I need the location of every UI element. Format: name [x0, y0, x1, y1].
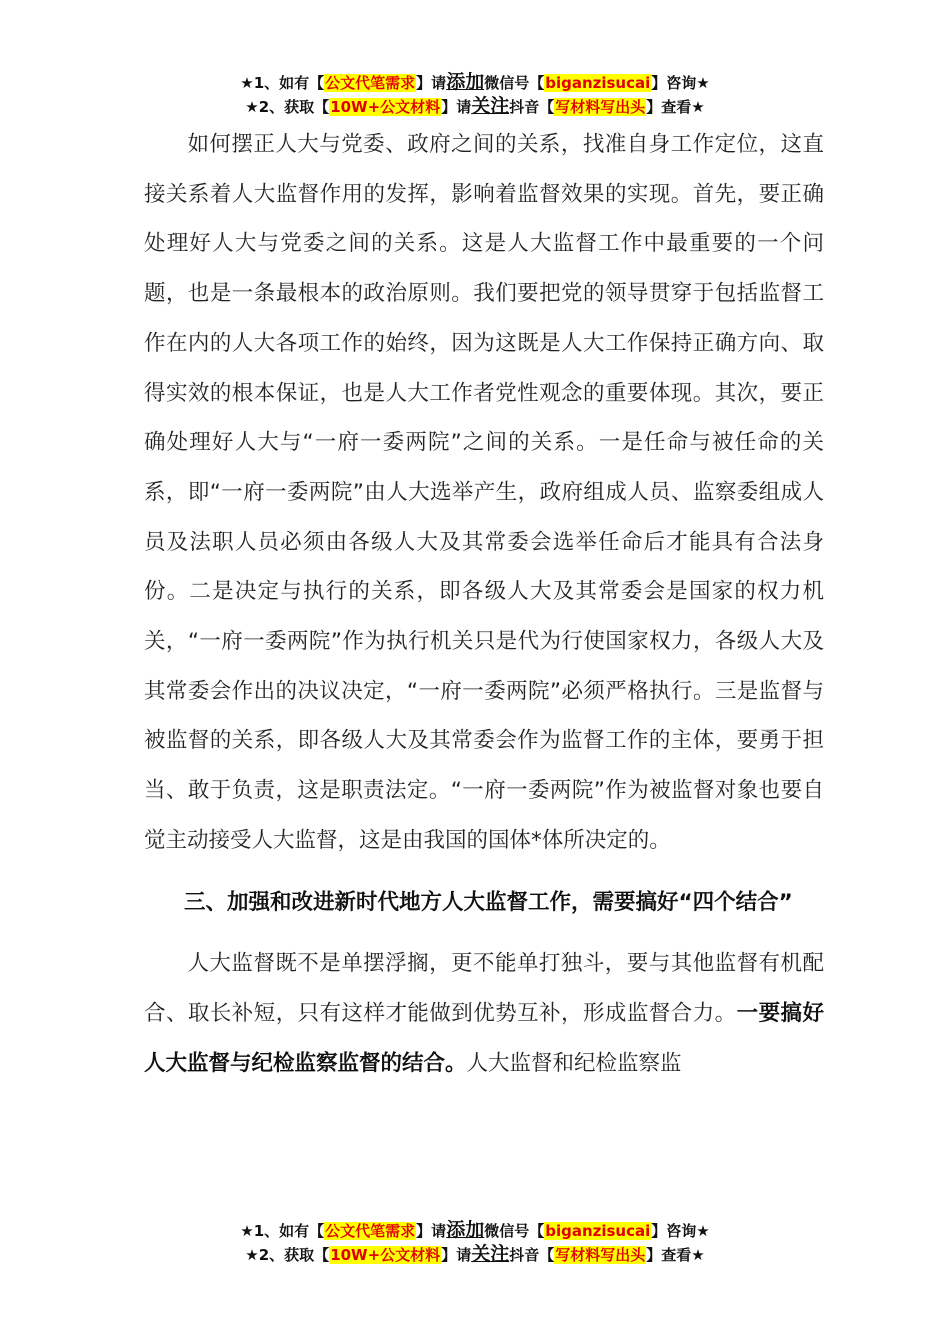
banner-emphasis: 添加: [446, 1219, 485, 1241]
banner-text: ★1、如有【: [240, 74, 325, 92]
banner-text: 】咨询★: [651, 74, 710, 92]
body-paragraph: [144, 120, 824, 866]
banner-text: 】请: [441, 98, 472, 116]
banner-text: 】请: [441, 1246, 472, 1264]
banner-douyin-id: 写材料写出头: [555, 98, 646, 116]
heading-text: 三、加强和改进新时代地方人大监督工作，需要搞好“四个结合”: [184, 889, 793, 915]
paragraph-text: 人大监督和纪检监察监: [466, 1050, 682, 1076]
footer-banner: [0, 1218, 950, 1266]
banner-text: 微信号【: [484, 1222, 545, 1240]
banner-line-2: [0, 94, 950, 118]
banner-highlight: 公文代笔需求: [325, 74, 416, 92]
banner-wechat-id: biganzisucai: [545, 1222, 651, 1240]
paragraph-text: 人大监督既不是单摆浮搁，更不能单打独斗，要与其他监督有机配合、取长补短，只有这样才能做到优势互补，形成监督合力。: [144, 951, 824, 1026]
banner-text: 抖音【: [509, 1246, 555, 1264]
banner-text: 】查看★: [646, 1246, 705, 1264]
banner-text: 】请: [416, 1222, 447, 1240]
paragraph-bold-lead: 一要搞好人大监督与纪检监察监督的结合。: [144, 1000, 824, 1076]
banner-wechat-id: biganzisucai: [545, 74, 651, 92]
banner-emphasis: 关注: [471, 95, 510, 117]
banner-emphasis: 添加: [446, 71, 485, 93]
banner-text: ★2、获取【: [245, 1246, 330, 1264]
banner-text: 微信号【: [484, 74, 545, 92]
header-banner: [0, 70, 950, 118]
banner-text: 】咨询★: [651, 1222, 710, 1240]
paragraph-text: 如何摆正人大与党委、政府之间的关系，找准自身工作定位，这直接关系着人大监督作用的发挥，影响着监督效果的实现。首先，要正确处理好人大与党委之间的关系。这是人大监督工作中最重要的一个问题，也是一条最根本的政治原则。我们要把党的领导贯穿于包括监督工作在内的人大各项工作的始终，因为这既是人大工作保持正确方向、取得实效的根本保证，也是人大工作者党性观念的重要体现。其次，要正确处理好人大与“一府一委两院”之间的关系。一是任命与被任命的关系，即“一府一委两院”由人大选举产生，政府组成人员、监察委组成人员及法职人员必须由各级人大及其常委会选举任命后才能具有合法身份。二是决定与执行的关系，即各级人大及其常委会是国家的权力机关，“一府一委两院”作为执行机关只是代为行使国家权力，各级人大及其常委会作出的决议决定，“一府一委两院”必须严格执行。三是监督与被监督的关系，即各级人大及其常委会作为监督工作的主体，要勇于担当、敢于负责，这是职责法定。“一府一委两院”作为被监督对象也要自觉主动接受人大监督，这是由我国的国体*体所决定的。: [144, 132, 824, 853]
banner-line-1: [0, 1218, 950, 1242]
banner-text: ★2、获取【: [245, 98, 330, 116]
banner-text: ★1、如有【: [240, 1222, 325, 1240]
banner-line-2: [0, 1242, 950, 1266]
section-heading: [144, 878, 824, 928]
banner-text: 抖音【: [509, 98, 555, 116]
banner-emphasis: 关注: [471, 1243, 510, 1265]
banner-douyin-id: 写材料写出头: [555, 1246, 646, 1264]
banner-highlight: 公文代笔需求: [325, 1222, 416, 1240]
banner-highlight: 10W+公文材料: [330, 1246, 441, 1264]
banner-highlight: 10W+公文材料: [330, 98, 441, 116]
document-body: [144, 120, 824, 1088]
banner-text: 】请: [416, 74, 447, 92]
body-paragraph: [144, 939, 824, 1088]
banner-text: 】查看★: [646, 98, 705, 116]
banner-line-1: [0, 70, 950, 94]
